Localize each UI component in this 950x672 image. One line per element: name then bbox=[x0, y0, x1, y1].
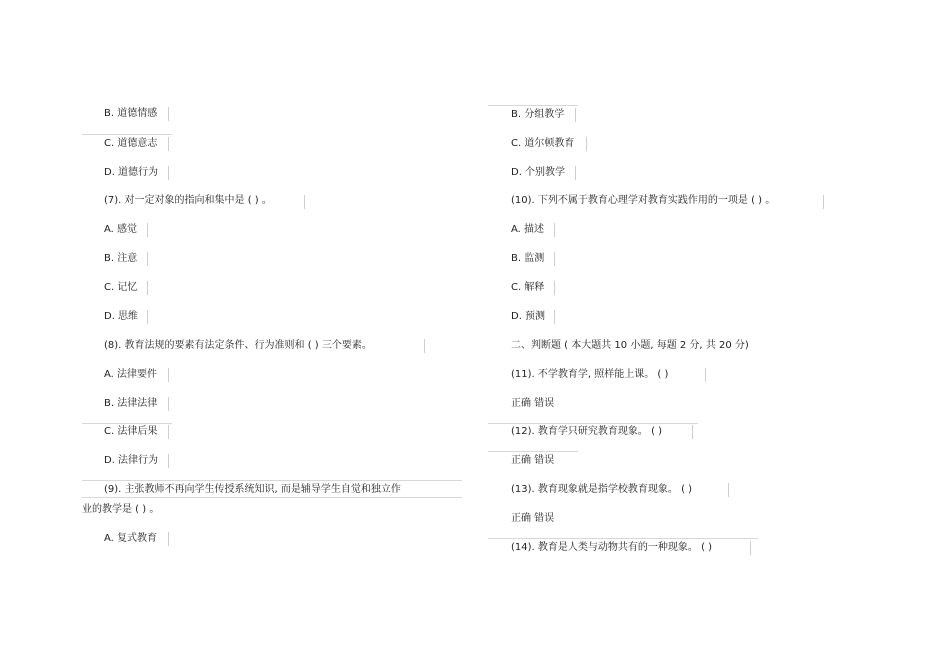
cell-border bbox=[168, 397, 169, 411]
row-rule bbox=[488, 105, 578, 106]
q12-true-false: 正确 错误 bbox=[511, 455, 555, 466]
q8-option-a: A. 法律要件 bbox=[104, 369, 158, 380]
q10-option-b: B. 监测 bbox=[511, 253, 545, 264]
q13-true-false: 正确 错误 bbox=[511, 513, 555, 524]
question-14: (14). 教育是人类与动物共有的一种现象。 ( ) bbox=[511, 542, 713, 553]
q8-option-c: C. 法律后果 bbox=[104, 426, 158, 437]
question-10: (10). 下列不属于教育心理学对教育实践作用的一项是 ( ) 。 bbox=[511, 195, 776, 206]
row-rule bbox=[82, 423, 172, 424]
row-rule bbox=[488, 538, 758, 539]
q7-option-b: B. 注意 bbox=[104, 253, 138, 264]
option-c-dalton: C. 道尔顿教育 bbox=[511, 138, 575, 149]
question-9-line-1: (9). 主张教师不再向学生传授系统知识, 而是辅导学生自觉和独立作 bbox=[104, 484, 401, 495]
question-12: (12). 教育学只研究教育现象。 ( ) bbox=[511, 426, 663, 437]
row-rule bbox=[82, 497, 462, 498]
row-rule bbox=[488, 451, 578, 452]
cell-border bbox=[168, 532, 169, 546]
option-d-individual: D. 个别教学 bbox=[511, 167, 566, 178]
question-9-line-2: 业的教学是 ( ) 。 bbox=[82, 504, 160, 515]
cell-border bbox=[554, 223, 555, 237]
q7-option-c: C. 记忆 bbox=[104, 282, 138, 293]
cell-border bbox=[554, 310, 555, 324]
q10-option-a: A. 描述 bbox=[511, 224, 545, 235]
cell-border bbox=[168, 454, 169, 468]
cell-border bbox=[705, 368, 706, 382]
cell-border bbox=[168, 368, 169, 382]
option-d-moral-behavior: D. 道德行为 bbox=[104, 167, 159, 178]
right-column bbox=[482, 0, 922, 672]
cell-border bbox=[823, 195, 824, 209]
q11-true-false: 正确 错误 bbox=[511, 398, 555, 409]
cell-border bbox=[586, 137, 587, 151]
q8-option-d: D. 法律行为 bbox=[104, 455, 159, 466]
q7-option-d: D. 思维 bbox=[104, 311, 139, 322]
cell-border bbox=[147, 252, 148, 266]
q9-option-a: A. 复式教育 bbox=[104, 533, 158, 544]
cell-border bbox=[554, 252, 555, 266]
cell-border bbox=[304, 195, 305, 209]
question-11: (11). 不学教育学, 照样能上课。 ( ) bbox=[511, 369, 669, 380]
row-rule bbox=[82, 480, 462, 481]
question-13: (13). 教育现象就是指学校教育现象。 ( ) bbox=[511, 484, 693, 495]
cell-border bbox=[147, 310, 148, 324]
cell-border bbox=[575, 166, 576, 180]
section-judgment-heading: 二、判断题 ( 本大题共 10 小题, 每题 2 分, 共 20 分) bbox=[511, 340, 749, 351]
cell-border bbox=[168, 137, 169, 151]
row-rule bbox=[488, 423, 698, 424]
q7-option-a: A. 感觉 bbox=[104, 224, 138, 235]
cell-border bbox=[692, 425, 693, 439]
q8-option-b: B. 法律法律 bbox=[104, 398, 158, 409]
cell-border bbox=[575, 108, 576, 122]
cell-border bbox=[728, 483, 729, 497]
option-b-moral-emotion: B. 道德情感 bbox=[104, 108, 158, 119]
option-c-moral-will: C. 道德意志 bbox=[104, 138, 158, 149]
cell-border bbox=[147, 281, 148, 295]
q10-option-c: C. 解释 bbox=[511, 282, 545, 293]
cell-border bbox=[168, 107, 169, 121]
cell-border bbox=[424, 339, 425, 353]
question-8: (8). 教育法规的要素有法定条件、行为准则和 ( ) 三个要素。 bbox=[104, 340, 372, 351]
cell-border bbox=[750, 541, 751, 555]
row-rule bbox=[82, 134, 172, 135]
cell-border bbox=[147, 223, 148, 237]
option-b-group-teaching: B. 分组教学 bbox=[511, 109, 565, 120]
q10-option-d: D. 预测 bbox=[511, 311, 546, 322]
left-column bbox=[0, 0, 440, 672]
cell-border bbox=[168, 166, 169, 180]
question-7: (7). 对一定对象的指向和集中是 ( ) 。 bbox=[104, 195, 272, 206]
cell-border bbox=[168, 425, 169, 439]
cell-border bbox=[554, 281, 555, 295]
